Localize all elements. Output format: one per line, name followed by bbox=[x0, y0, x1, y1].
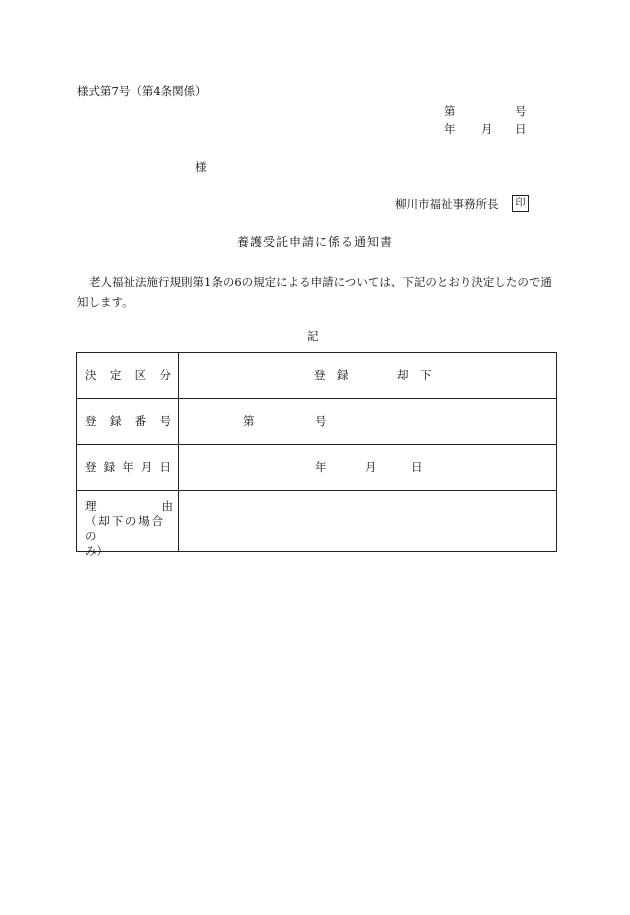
issuer-name: 柳川市福祉事務所長 bbox=[395, 197, 499, 211]
label-char: 決 bbox=[85, 368, 97, 382]
label-char: 登 bbox=[85, 460, 97, 474]
reason-line-1 bbox=[85, 499, 173, 514]
body-text: 老人福祉法施行規則第1条の6の規定による申請については、下記のとおり決定したので通知します。 bbox=[77, 275, 552, 309]
label-char: 分 bbox=[159, 368, 171, 382]
label-char: 録 bbox=[103, 460, 116, 474]
row-divider bbox=[77, 398, 556, 399]
label-char: 区 bbox=[134, 368, 147, 382]
doc-number-suffix: 号 bbox=[515, 104, 527, 118]
label-char: 録 bbox=[109, 414, 122, 428]
document-title: 養護受託申請に係る通知書 bbox=[236, 235, 393, 249]
label-char: 由 bbox=[161, 499, 173, 513]
label-char: 月 bbox=[140, 460, 153, 474]
row-divider bbox=[77, 490, 556, 491]
addressee-honorific: 様 bbox=[195, 160, 207, 174]
reason-line-2: （却下の場合の bbox=[85, 514, 165, 543]
ki-heading: 記 bbox=[307, 329, 319, 343]
reg-date-month: 月 bbox=[365, 460, 377, 474]
label-char: 日 bbox=[159, 460, 171, 474]
label-char: 定 bbox=[109, 368, 122, 382]
reg-date-year: 年 bbox=[315, 460, 327, 474]
decision-table bbox=[76, 352, 557, 558]
date-year-label: 年 bbox=[444, 122, 456, 136]
label-char: 番 bbox=[134, 414, 147, 428]
option-reject: 却 下 bbox=[397, 368, 432, 382]
label-registration-date bbox=[85, 462, 171, 474]
column-divider bbox=[178, 353, 179, 551]
label-registration-number bbox=[85, 416, 171, 428]
row-divider bbox=[77, 444, 556, 445]
label-char: 年 bbox=[122, 460, 134, 474]
reg-number-suffix: 号 bbox=[315, 414, 327, 428]
label-decision-category bbox=[85, 370, 171, 382]
option-register: 登 録 bbox=[314, 368, 349, 382]
seal-stamp: 印 bbox=[512, 195, 529, 212]
label-char: 登 bbox=[85, 414, 97, 428]
reg-number-prefix: 第 bbox=[243, 414, 255, 428]
label-reason bbox=[85, 499, 173, 559]
date-month-label: 月 bbox=[481, 122, 493, 136]
label-char: 理 bbox=[85, 499, 97, 513]
reg-date-day: 日 bbox=[411, 460, 423, 474]
form-number: 様式第7号（第4条関係） bbox=[77, 84, 207, 98]
label-char: 号 bbox=[159, 414, 171, 428]
reason-line-3: み） bbox=[85, 544, 108, 558]
date-day-label: 日 bbox=[515, 122, 527, 136]
doc-number-prefix: 第 bbox=[444, 104, 456, 118]
